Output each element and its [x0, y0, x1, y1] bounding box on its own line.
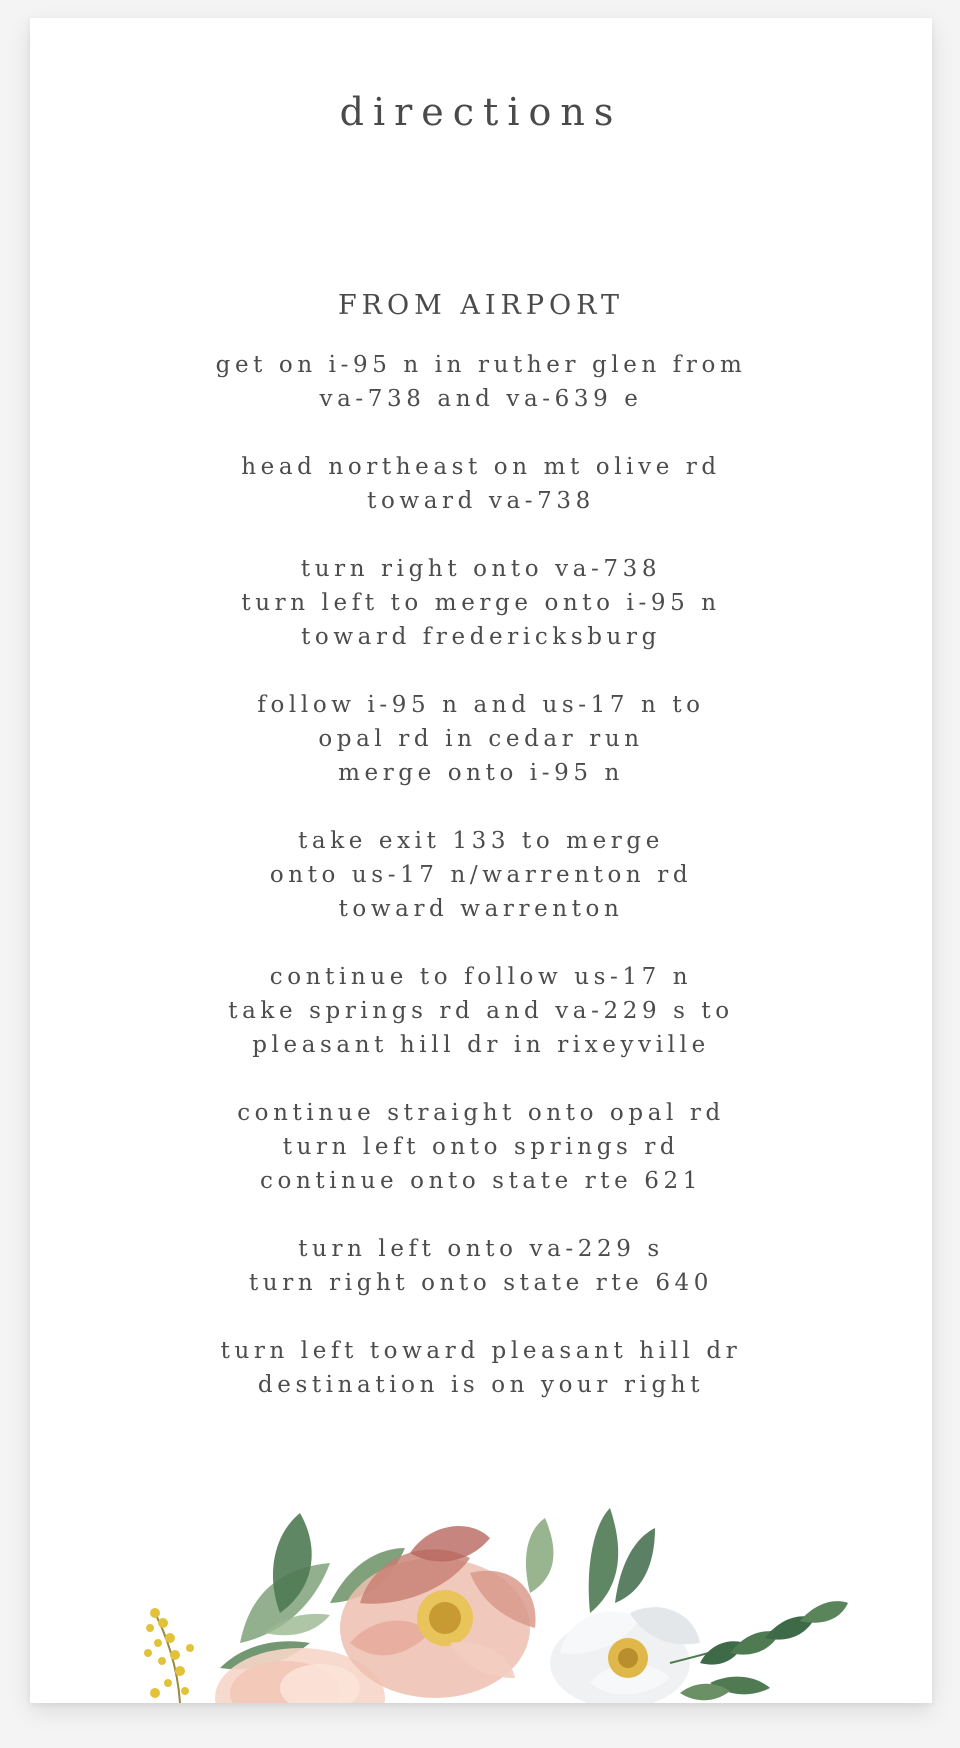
section-heading: FROM AIRPORT — [337, 290, 625, 321]
direction-line: pleasant hill dr in rixeyville — [252, 1032, 710, 1058]
direction-step — [30, 688, 932, 790]
direction-step — [30, 1334, 932, 1402]
direction-line: follow i-95 n and us-17 n to — [257, 692, 705, 718]
peony-flower — [340, 1526, 536, 1698]
direction-line: toward warrenton — [338, 896, 624, 922]
direction-step — [30, 552, 932, 654]
direction-line: continue onto state rte 621 — [260, 1168, 702, 1194]
direction-line: destination is on your right — [257, 1372, 705, 1398]
leaf-cluster-right — [670, 1601, 848, 1700]
page-title: directions — [339, 90, 623, 134]
direction-step — [30, 824, 932, 926]
direction-step — [30, 1096, 932, 1198]
direction-line: continue straight onto opal rd — [237, 1100, 725, 1126]
direction-line: turn right onto state rte 640 — [248, 1270, 714, 1296]
direction-line: opal rd in cedar run — [318, 726, 644, 752]
direction-line: turn left to merge onto i-95 n — [241, 590, 721, 616]
direction-line: onto us-17 n/warrenton rd — [269, 862, 693, 888]
white-flower — [550, 1607, 700, 1703]
direction-step — [30, 1232, 932, 1300]
direction-line: take springs rd and va-229 s to — [228, 998, 734, 1024]
mimosa-sprig — [144, 1608, 194, 1703]
direction-line: get on i-95 n in ruther glen from — [215, 352, 747, 378]
direction-line: continue to follow us-17 n — [269, 964, 693, 990]
direction-line: turn left toward pleasant hill dr — [220, 1338, 742, 1364]
direction-line: take exit 133 to merge — [298, 828, 664, 854]
direction-step — [30, 960, 932, 1062]
direction-line: merge onto i-95 n — [338, 760, 624, 786]
floral-watercolor-icon — [30, 1493, 932, 1703]
leaf-cluster-center — [526, 1508, 655, 1613]
direction-line: head northeast on mt olive rd — [241, 454, 721, 480]
direction-step — [30, 450, 932, 518]
direction-line: turn left onto springs rd — [282, 1134, 680, 1160]
direction-line: toward fredericksburg — [301, 624, 661, 650]
direction-step — [30, 348, 932, 416]
direction-line: turn left onto va-229 s — [298, 1236, 664, 1262]
directions-list — [30, 348, 932, 1436]
direction-line: toward va-738 — [367, 488, 595, 514]
direction-line: turn right onto va-738 — [300, 556, 662, 582]
directions-card — [30, 18, 932, 1703]
direction-line: va-738 and va-639 e — [319, 386, 643, 412]
